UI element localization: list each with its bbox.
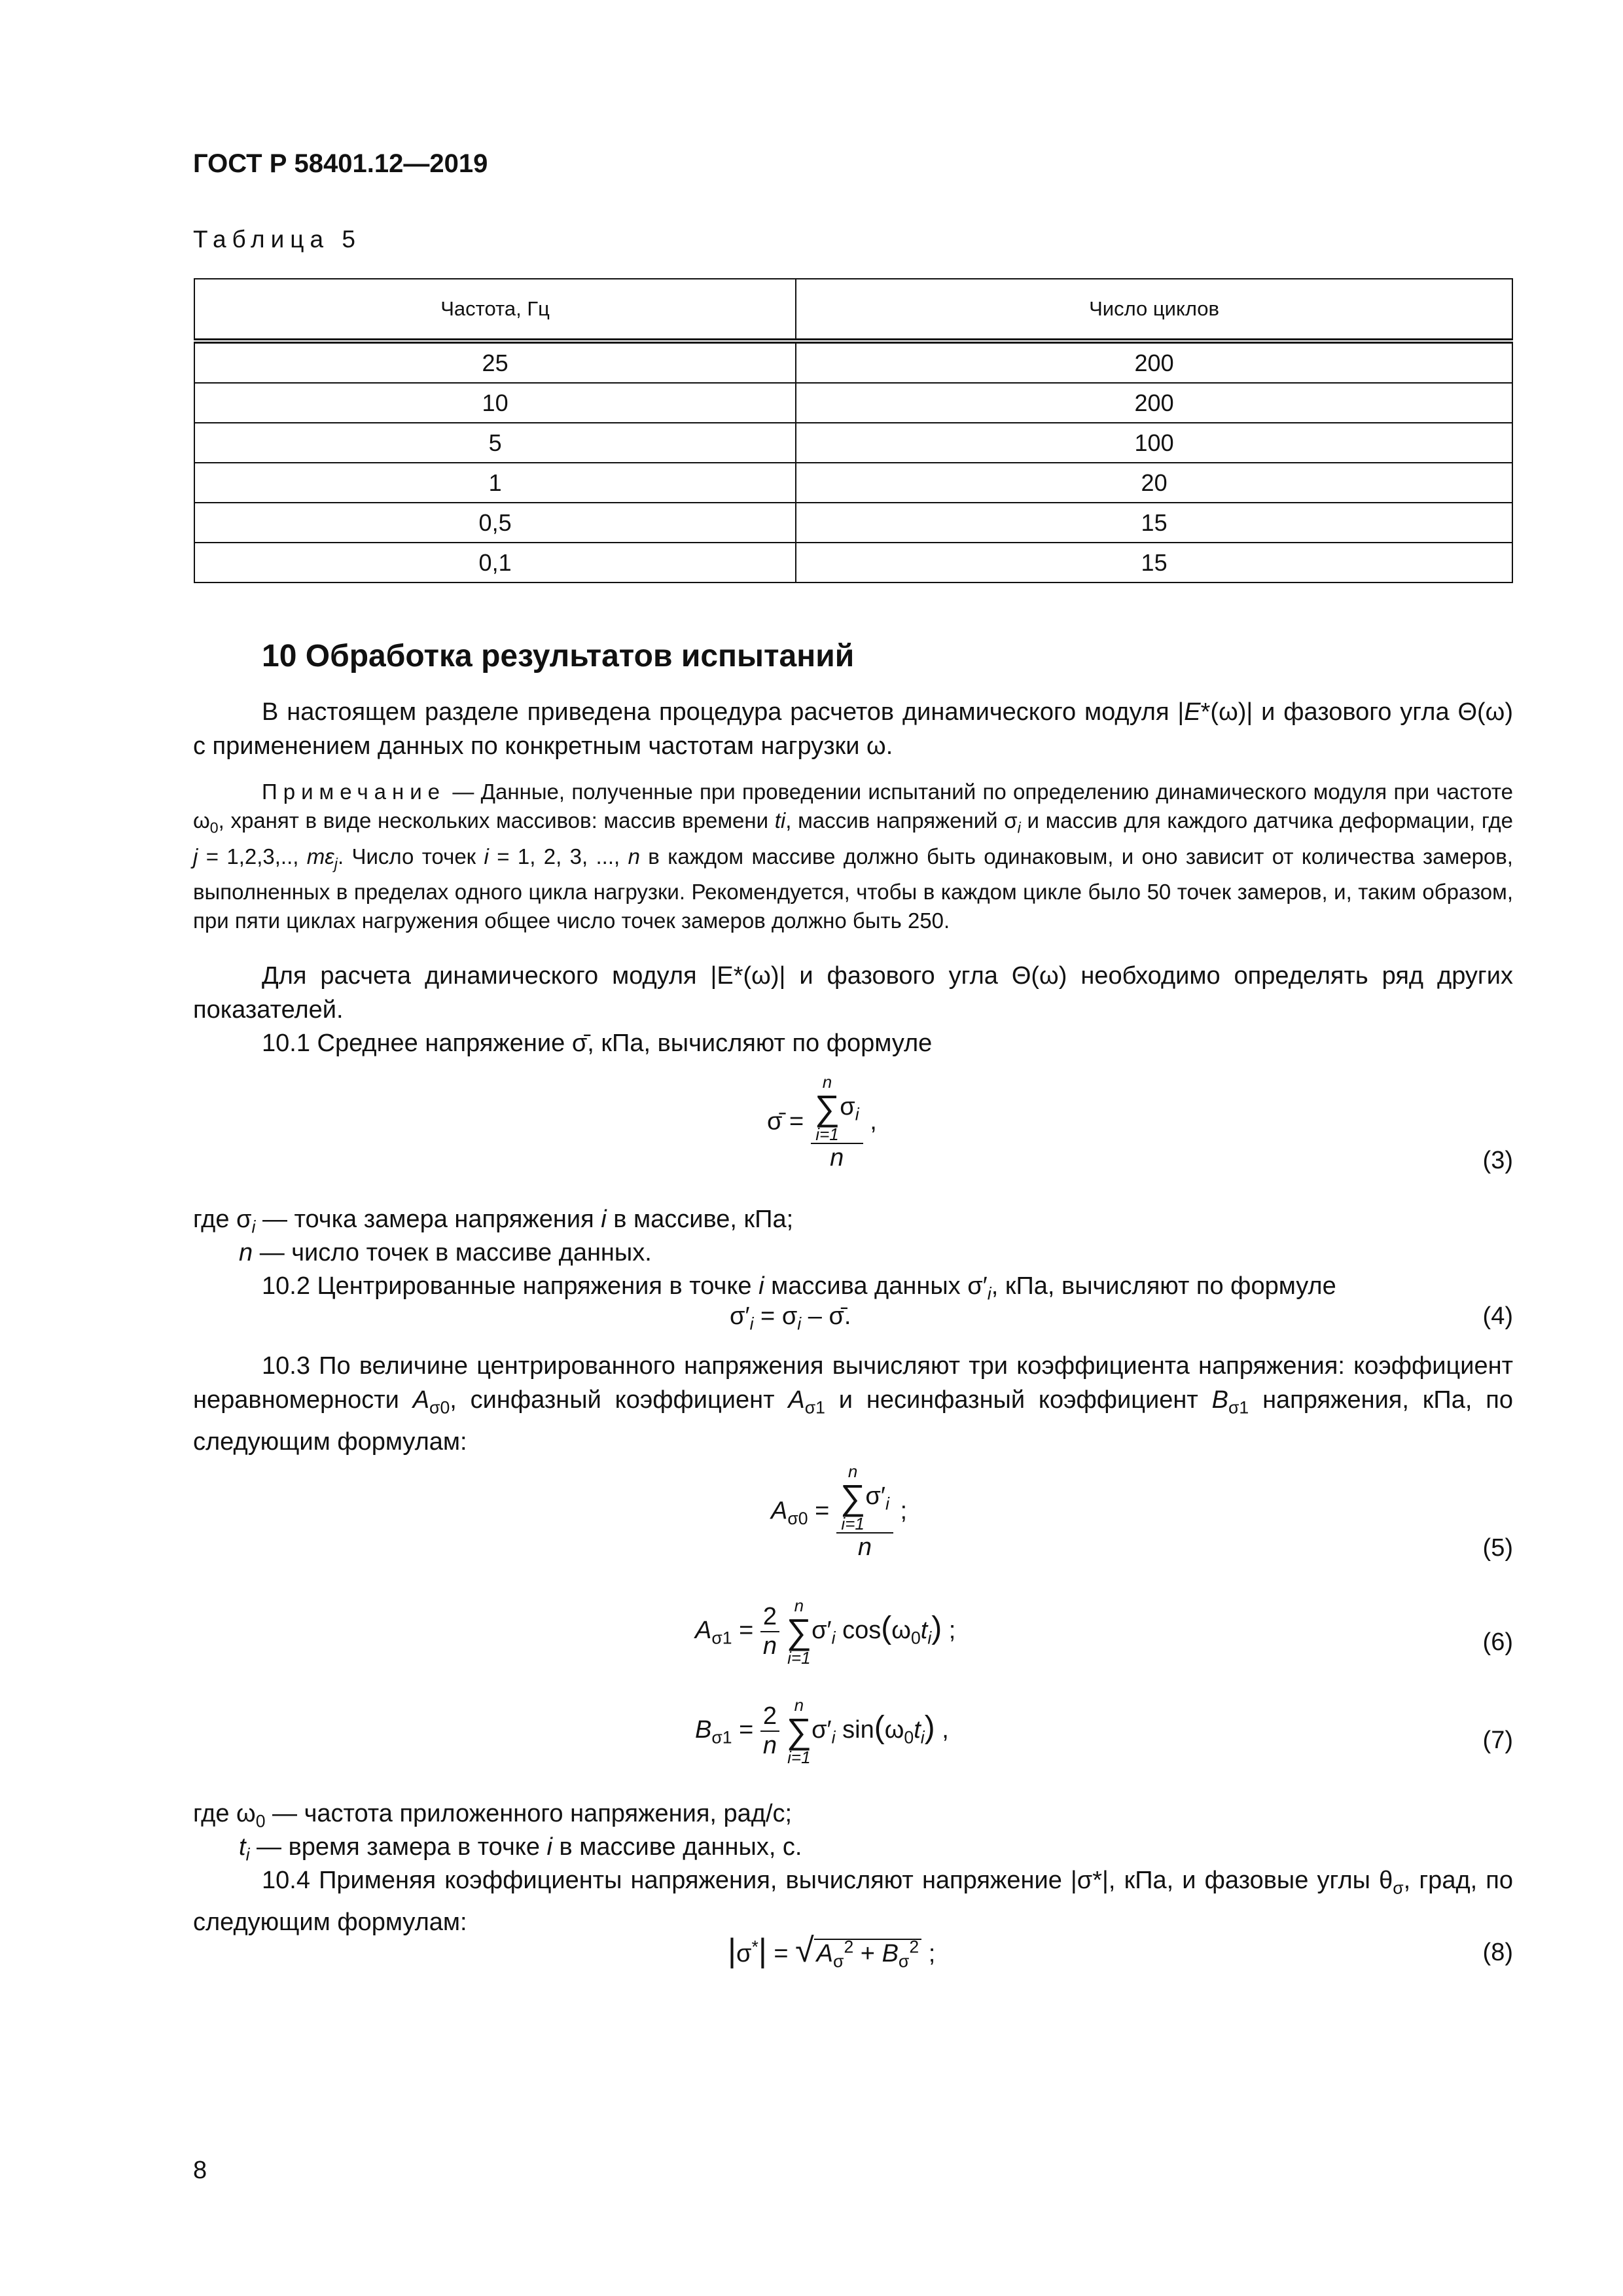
frequency-cycles-table [194, 278, 1513, 583]
formula-5: $A_{\sigma 0}$ = n ∑ i=1 $\sigma'_i$ n ; [771, 1462, 908, 1561]
where-sigma-i: где $\sigma_i$ — точка замера напряжения i в массиве, кПа; [193, 1206, 794, 1237]
cell-cycles: 200 [796, 383, 1512, 423]
where-ti: $t_i$ — время замера в точке i в массиве данных, с. [239, 1833, 802, 1865]
cell-cycles: 100 [796, 423, 1512, 463]
equation-number-5: (5) [1482, 1534, 1513, 1562]
intro-paragraph: В настоящем разделе приведена процедура расчетов динамического модуля |E*(ω)| и фазового угла Θ(ω) с применением данных по конкретным частотам нагрузки ω. [193, 698, 1513, 760]
formula-3: σ̄ = n ∑ i=1 $\sigma_i$ n , [767, 1072, 877, 1172]
clause-10-2: 10.2 Центрированные напряжения в точке i массива данных $\sigma'_i$, кПа, вычисляют по формуле [262, 1272, 1336, 1304]
equation-number-4: (4) [1482, 1302, 1513, 1330]
cell-frequency: 0,5 [194, 503, 796, 543]
paragraph-indicators: Для расчета динамического модуля |E*(ω)| и фазового угла Θ(ω) необходимо определять ряд других показателей. [193, 962, 1513, 1024]
table-row [194, 341, 1512, 383]
equation-number-7: (7) [1482, 1727, 1513, 1754]
formula-7: $B_{\sigma 1}$ = $\frac{2}{n}$ n ∑ i=1 $\sigma'_i$ $\sin(\omega_0t_i)$ , [695, 1695, 949, 1767]
column-header-frequency: Частота, Гц [194, 279, 796, 341]
cell-frequency: 10 [194, 383, 796, 423]
table-caption: Таблица 5 [193, 226, 361, 253]
formula-6: $A_{\sigma 1}$ = $\frac{2}{n}$ n ∑ i=1 $\sigma'_i$ $\cos(\omega_0t_i)$ ; [695, 1596, 956, 1668]
table-row [194, 503, 1512, 543]
table-row [194, 543, 1512, 583]
equation-number-8: (8) [1482, 1939, 1513, 1966]
cell-frequency: 25 [194, 341, 796, 383]
cell-cycles: 200 [796, 341, 1512, 383]
table-row [194, 383, 1512, 423]
equation-number-3: (3) [1482, 1147, 1513, 1174]
table-row [194, 463, 1512, 503]
cell-frequency: 0,1 [194, 543, 796, 583]
cell-cycles: 20 [796, 463, 1512, 503]
formula-4: $\sigma'_i = \sigma_i$ – σ̄. [730, 1302, 851, 1334]
where-n: n — число точек в массиве данных. [239, 1239, 652, 1266]
column-header-cycles: Число циклов [796, 279, 1512, 341]
table-row [194, 423, 1512, 463]
clause-10-1: 10.1 Среднее напряжение σ̄, кПа, вычисляют по формуле [262, 1030, 933, 1057]
cell-frequency: 1 [194, 463, 796, 503]
section-heading: 10 Обработка результатов испытаний [262, 639, 855, 673]
formula-8: |σ*| = √ $A_\sigma^2 + B_\sigma^2$ ; [728, 1931, 936, 1971]
where-omega0: где $\omega_0$ — частота приложенного напряжения, рад/с; [193, 1800, 793, 1831]
clause-10-3: 10.3 По величине центрированного напряжения вычисляют три коэффициента напряжения: коэффициент неравномерности $A_{\sigma 0}$, синфазный коэффициент $A_{\sigma 1}$ и несинфазный коэффициент $B_{\sigma 1}$ напряжения, кПа, по следующим формулам: [193, 1352, 1513, 1456]
cell-frequency: 5 [194, 423, 796, 463]
cell-cycles: 15 [796, 543, 1512, 583]
standard-designation: ГОСТ Р 58401.12—2019 [193, 149, 488, 178]
clause-10-4: 10.4 Применяя коэффициенты напряжения, вычисляют напряжение |σ*|, кПа, и фазовые углы $\theta_\sigma$, град, по следующим формулам: [193, 1867, 1513, 1936]
note-paragraph: Примечание — Данные, полученные при проведении испытаний по определению динамического модуля при частоте $\omega_0$, хранят в виде нескольких массивов: массив времени ti, массив напряжений $\sigma_i$ и массив для каждого датчика деформации, где j = 1,2,3,.., $m\varepsilon_j$. Число точек i = 1, 2, 3, ..., n в каждом массиве должно быть одинаковым, и оно зависит от количества замеров, выполненных в пределах одного цикла нагрузки. Рекомендуется, чтобы в каждом цикле было 50 точек замеров, и, таким образом, при пяти циклах нагружения общее число точек замеров должно быть 250. [193, 780, 1514, 933]
equation-number-6: (6) [1482, 1628, 1513, 1656]
cell-cycles: 15 [796, 503, 1512, 543]
note-label: Примечание [262, 780, 446, 804]
page-number: 8 [193, 2157, 207, 2184]
